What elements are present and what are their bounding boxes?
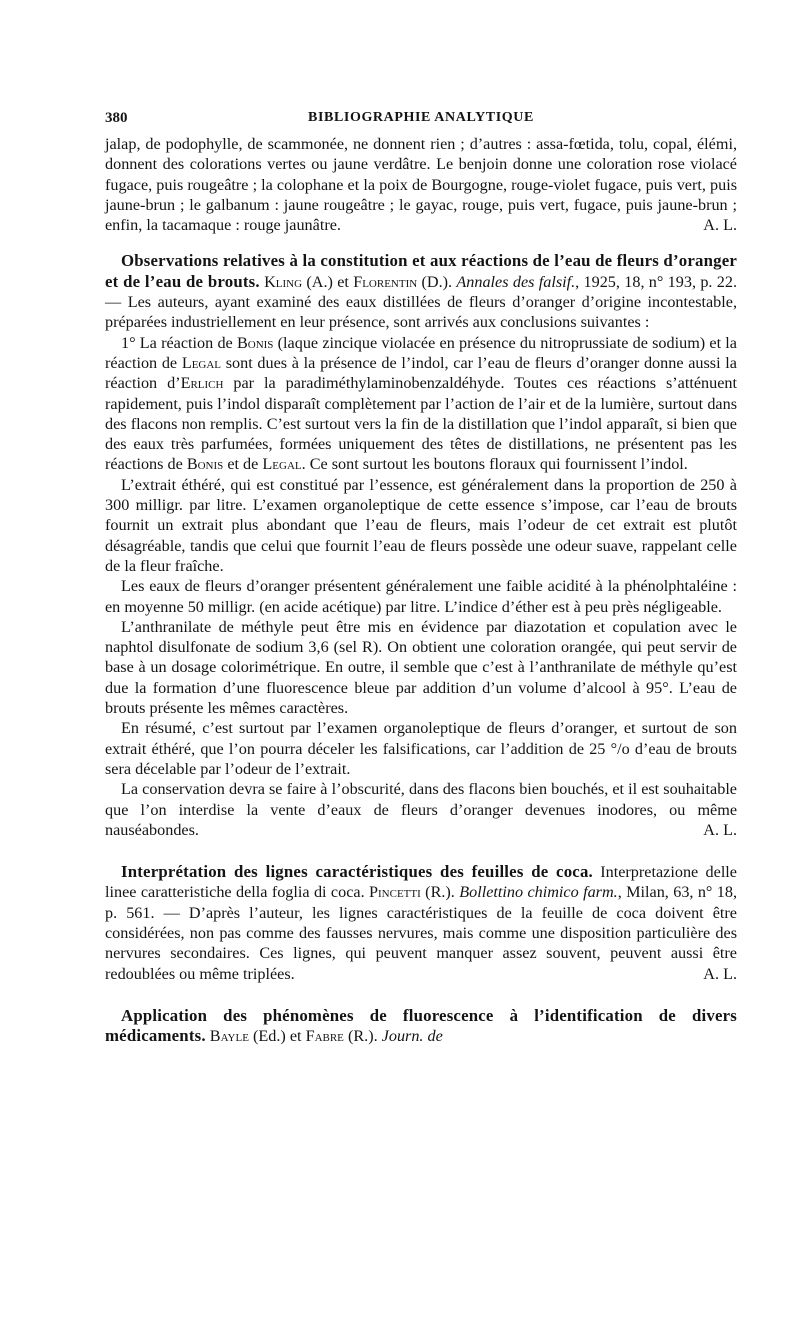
- text-run: sont dues à la présence de l’indol, car l’eau de fleurs d’oranger donne aussi la réaction d’: [105, 353, 737, 393]
- continuation-text: jalap, de podophylle, de scammonée, ne donnent rien ; d’autres : assa-fœtida, tolu, copal, élémi, donnent des colorations vertes ou jaune verdâtre. Le benjoin donne une coloration rose violacé fugace, puis rougeâtre ; la colophane et la poix de Bourgogne, rouge-violet fugace, puis vert, puis jaune-brun ; le galbanum : jaune rougeâtre ; le gayac, rouge, puis vert, fugace, puis jaune-brun ; enfin, la tacamaque : rouge jaunâtre.: [105, 135, 737, 235]
- signature: A. L.: [703, 216, 737, 235]
- author-name: Fabre: [305, 1027, 344, 1046]
- author-initials: (D.).: [417, 272, 457, 291]
- paragraph: Les eaux de fleurs d’oranger présentent généralement une faible acidité à la phénolphtaléine : en moyenne 50 milligr. (en acide acétique) par litre. L’indice d’éther est à peu près négligeable.: [105, 577, 737, 616]
- author-name: Pincetti: [369, 883, 421, 902]
- author-initials: (Ed.) et: [248, 1027, 306, 1046]
- entry-title: Application des phénomènes de fluorescence à l’identification de divers médicaments.: [105, 1005, 737, 1046]
- entry-title: Observations relatives à la constitution et aux réactions de l’eau de fleurs d’oranger et de l’eau de brouts.: [105, 251, 737, 291]
- author-name: Kling: [264, 272, 303, 291]
- journal-title: Bollettino chimico farm.: [459, 883, 618, 902]
- paragraph: En résumé, c’est surtout par l’examen organoleptique de fleurs d’oranger, et surtout de son extrait éthéré, que l’on pourra déceler les falsifications, car l’addition de 25 °/o d’eau de brouts sera décelable par l’odeur de l’extrait.: [105, 719, 737, 778]
- page: [105, 110, 737, 1046]
- author-name: Bayle: [209, 1027, 249, 1046]
- person-name: Legal: [181, 353, 222, 372]
- person-name: Bonis: [186, 455, 224, 474]
- signature: A. L.: [703, 820, 737, 839]
- citation-text: , Milan, 63, n° 18, p. 561. — D’après l’auteur, les lignes caractéristiques de la feuille de coca doivent être considérées, non pas comme des fausses nervures, mais comme une disposition particulière des nervures secondaires. Ces lignes, qui peuvent manquer assez souvent, peuvent aussi être redoublées ou même triplées.: [105, 883, 738, 983]
- text-run: et de: [223, 455, 263, 474]
- journal-title: Annales des falsif.: [456, 272, 576, 291]
- entry-orange-water: [105, 251, 737, 840]
- text-run: 1° La réaction de: [121, 333, 237, 352]
- original-title: Interpretazione delle linee caratteristiche della foglia di coca.: [105, 863, 737, 902]
- entry-heading: [105, 251, 737, 332]
- person-name: Erlich: [180, 374, 224, 393]
- entry-heading: [105, 1006, 737, 1047]
- person-name: Legal: [262, 455, 302, 474]
- author-initials: (A.) et: [302, 272, 354, 291]
- citation-text: , 1925, 18, n° 193, p. 22. — Les auteurs, ayant examiné des eaux distillées de fleurs d’oranger d’origine incontestable, préparées industriellement en leur présence, sont arrivés aux conclusions suivantes :: [105, 272, 737, 332]
- page-number: 380: [105, 110, 128, 126]
- entry-coca-leaves: [105, 862, 737, 984]
- journal-title: Journ. de: [381, 1027, 443, 1046]
- author-name: Florentin: [353, 272, 418, 291]
- paragraph: [105, 779, 737, 840]
- person-name: Bonis: [236, 333, 274, 352]
- page-body: [105, 134, 737, 1046]
- text-run: (laque zincique violacée en présence du nitroprussiate de sodium) et la réaction de: [105, 333, 737, 372]
- page-header: [105, 110, 737, 134]
- text-run: par la paradiméthylaminobenzaldéhyde. Toutes ces réactions s’atténuent rapidement, puis l’indol disparaît complètement par l’action de l’air et de la lumière, surtout dans des flacons non remplis. C’est surtout vers la fin de la distillation que l’indol apparaît, si bien que des eaux très parfumées, formées uniquement des têtes de distillations, ne présentent pas les réactions de: [105, 374, 737, 474]
- continuation-paragraph: [105, 134, 737, 235]
- entry-title: Interprétation des lignes caractéristiques des feuilles de coca.: [121, 862, 593, 882]
- paragraph: L’extrait éthéré, qui est constitué par l’essence, est généralement dans la proportion de 250 à 300 milligr. par litre. L’examen organoleptique de cette essence s’impose, car l’eau de brouts fournit un extrait plus abondant que l’eau de fleurs, mais l’odeur de cet extrait est plutôt désagréable, tandis que celui que fournit l’eau de fleurs possède une odeur suave, rappelant celle de la fleur fraîche.: [105, 475, 737, 575]
- paragraph: [105, 333, 737, 475]
- text-run: . Ce sont surtout les boutons floraux qui fournissent l’indol.: [301, 455, 688, 474]
- running-head: BIBLIOGRAPHIE ANALYTIQUE: [308, 110, 534, 125]
- author-initials: (R.).: [343, 1027, 382, 1046]
- text-run: La conservation devra se faire à l’obscurité, dans des flacons bien bouchés, et il est souhaitable que l’on interdise la vente d’eaux de fleurs d’oranger devenues inodores, ou même nauséabondes.: [105, 780, 737, 839]
- entry-heading: [105, 862, 737, 984]
- signature: A. L.: [703, 964, 737, 983]
- paragraph: L’anthranilate de méthyle peut être mis en évidence par diazotation et copulation avec le naphtol disulfonate de sodium 3,6 (sel R). On obtient une coloration orangée, qui peut servir de base à un dosage colorimétrique. En outre, il semble que c’est à l’anthranilate de méthyle qu’est due la formation d’une fluorescence bleue par addition d’un volume d’alcool à 95°. L’eau de brouts présente les mêmes caractères.: [105, 617, 737, 718]
- author-initials: (R.).: [420, 883, 460, 902]
- entry-fluorescence: [105, 1006, 737, 1047]
